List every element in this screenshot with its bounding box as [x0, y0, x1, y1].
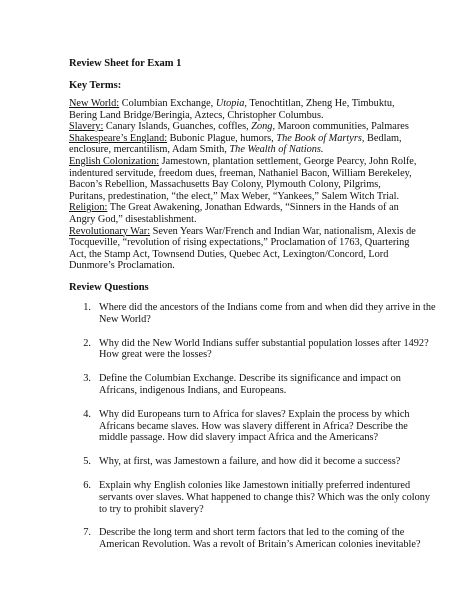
question-text: Define the Columbian Exchange. Describe its significance and impact on Africans, indigenous Indians, and Europeans.: [99, 373, 401, 396]
question-text: Describe the long term and short term factors that led to the coming of the American Revolution. Was a revolt of Britain’s American colonies inevitable?: [99, 527, 421, 551]
term-slavery: [69, 121, 419, 133]
term-text: Maroon communities, Palmares: [275, 121, 409, 133]
question-number: 2.: [83, 337, 91, 349]
term-text: Jamestown, plantation settlement, George Pearcy, John Rolfe, indentured servitude, freedom dues, freeman, Nathaniel Bacon, William Berekeley, Bacon’s Rebellion, Massachusetts Bay Colony, Plymouth Colony, Pilgrims, Puritans, predestination, “the elect,” Max Weber, “Yankees,” Salem Witch Trial.: [69, 155, 417, 202]
term-text: Canary Islands, Guanches, coffles,: [103, 121, 252, 133]
question-item: [69, 373, 439, 397]
term-text: Tenochtitlan, Zheng He, Timbuktu, Bering Land Bridge/Beringia, Aztecs, Christopher Columbus.: [69, 98, 395, 121]
question-number: 3.: [83, 373, 91, 385]
term-label: English Colonization:: [69, 155, 160, 167]
term-label: New World:: [69, 98, 120, 109]
term-italic-text: The Wealth of Nations.: [229, 144, 324, 156]
question-text: Explain why English colonies like Jamestown initially preferred indentured servants over slaves. What happened to change this? Which was the only colony to try to prohibit slavery?: [99, 479, 431, 515]
question-item: [69, 338, 439, 362]
question-item: [69, 527, 439, 551]
question-text: Why did the New World Indians suffer substantial population losses after 1492? How great were the losses?: [99, 337, 429, 361]
term-text: Columbian Exchange,: [119, 98, 216, 109]
term-revolutionary-war: [69, 226, 419, 272]
question-number: 6.: [83, 479, 91, 491]
term-italic-text: Utopia,: [215, 98, 248, 109]
question-text: Why, at first, was Jamestown a failure, and how did it become a success?: [99, 456, 401, 468]
term-label: Shakespeare’s England:: [69, 132, 168, 144]
review-questions-heading: Review Questions: [69, 282, 149, 293]
term-italic-text: Zong,: [251, 121, 276, 133]
question-number: 5.: [83, 456, 91, 468]
question-item: [69, 302, 439, 326]
question-number: 4.: [83, 408, 91, 420]
question-text: Why did Europeans turn to Africa for slaves? Explain the process by which Africans became slaves. How was slavery different in Africa? Describe the middle passage. How did slavery impact Africa and the Americans?: [99, 408, 410, 444]
question-item: [69, 456, 439, 468]
question-number: 7.: [83, 527, 91, 539]
question-text: Where did the ancestors of the Indians come from and when did they arrive in the New World?: [99, 302, 436, 325]
term-label: Religion:: [69, 202, 108, 214]
term-text: Bedlam, enclosure, mercantilism, Adam Smith,: [69, 132, 402, 156]
key-terms-list: [69, 98, 419, 272]
review-questions-list: [69, 302, 439, 563]
term-english-colonization: [69, 156, 419, 202]
key-terms-heading: Key Terms:: [69, 80, 122, 91]
term-label: Slavery:: [69, 121, 104, 133]
term-text: Bubonic Plague, humors,: [167, 132, 277, 144]
question-number: 1.: [83, 302, 91, 313]
question-item: [69, 409, 439, 444]
document-title: Review Sheet for Exam 1: [69, 58, 182, 69]
term-shakespeares-england: [69, 133, 419, 156]
term-new-world: [69, 98, 419, 121]
term-religion: [69, 202, 419, 225]
term-italic-text: The Book of Martyrs,: [276, 132, 365, 144]
term-text: Seven Years War/French and Indian War, nationalism, Alexis de Tocqueville, “revolution of rising expectations,” Proclamation of 1763, Quartering Act, the Stamp Act, Townsend Duties, Quebec Act, Lexington/Concord, Lord Dunmore’s Proclamation.: [69, 225, 416, 272]
term-text: The Great Awakening, Jonathan Edwards, “Sinners in the Hands of an Angry God,” disestablishment.: [69, 202, 399, 225]
term-label: Revolutionary War:: [69, 225, 151, 237]
question-item: [69, 480, 439, 515]
